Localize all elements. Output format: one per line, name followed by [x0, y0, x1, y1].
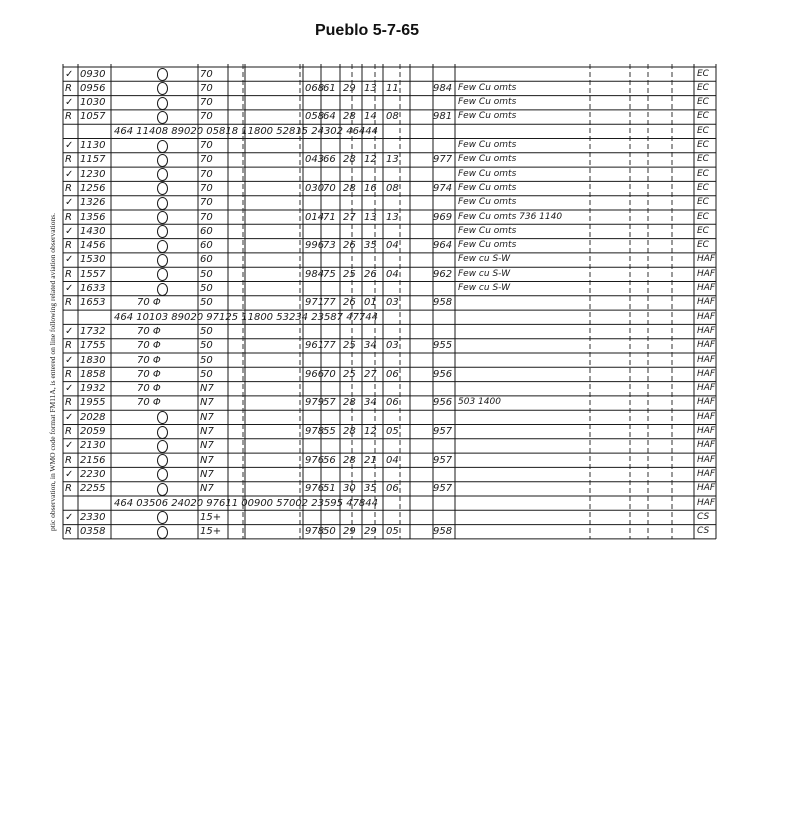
- visibility: N7: [200, 468, 214, 480]
- dew-point: 28: [343, 111, 356, 123]
- obs-type: ✓: [65, 225, 74, 237]
- obs-type: R: [65, 297, 72, 309]
- observer-initials: HAF: [697, 297, 716, 308]
- obs-type: R: [65, 111, 72, 123]
- temperature: 73: [323, 240, 336, 252]
- obs-time: 1732: [80, 325, 106, 337]
- observer-initials: EC: [697, 211, 709, 222]
- clear-sky-symbol: [157, 68, 168, 81]
- remarks: Few Cu omts: [458, 97, 517, 108]
- dew-point: 26: [343, 240, 356, 252]
- remarks: Few Cu omts: [458, 225, 517, 236]
- wind-speed: 04: [386, 240, 399, 252]
- wind-speed: 03: [386, 297, 399, 309]
- dew-point: 27: [343, 211, 356, 223]
- observer-initials: HAF: [697, 254, 716, 265]
- obs-type: R: [65, 426, 72, 437]
- temperature: 70: [323, 368, 336, 380]
- clear-sky-symbol: [157, 240, 168, 253]
- altimeter: 957: [433, 426, 453, 437]
- dew-point: 29: [343, 526, 356, 538]
- wind-speed: 05: [386, 426, 399, 437]
- observer-initials: EC: [697, 240, 709, 251]
- visibility: N7: [200, 411, 214, 423]
- clear-sky-symbol: [157, 97, 168, 110]
- observer-initials: HAF: [697, 483, 716, 494]
- dew-point: 30: [343, 483, 356, 495]
- obs-time: 1326: [80, 197, 106, 209]
- wind-direction: 35: [364, 483, 377, 495]
- clear-sky-symbol: [157, 440, 168, 453]
- temperature: 64: [323, 111, 336, 123]
- visibility: 70: [200, 140, 213, 151]
- wind-direction: 01: [364, 297, 377, 309]
- visibility: 60: [200, 240, 213, 252]
- observer-initials: EC: [697, 82, 709, 93]
- observer-initials: HAF: [697, 311, 716, 322]
- sea-level-pressure: 979: [305, 397, 325, 409]
- remarks: Few cu S-W: [458, 283, 511, 293]
- observer-initials: EC: [697, 197, 709, 208]
- wind-speed: 08: [386, 111, 399, 123]
- obs-type: ✓: [65, 411, 74, 423]
- clear-sky-symbol: [157, 454, 168, 467]
- observer-initials: CS: [697, 526, 710, 537]
- visibility: N7: [200, 426, 214, 437]
- synoptic-code: 464 11408 89020 05818 11800 52815 24302 46444: [114, 125, 379, 137]
- remarks: Few Cu omts: [458, 182, 517, 193]
- temperature: 77: [323, 297, 336, 309]
- temperature: 77: [323, 340, 336, 352]
- wind-direction: 34: [364, 397, 377, 409]
- wind-speed: 03: [386, 340, 399, 352]
- margin-note: ptic observation, in WMO code format FM11A, is entered on line following related aviation observations.: [48, 212, 57, 531]
- sea-level-pressure: 976: [305, 454, 325, 466]
- temperature: 51: [323, 483, 336, 495]
- wind-direction: 26: [364, 268, 377, 280]
- altimeter: 955: [433, 340, 453, 352]
- sky-condition: 70 Φ: [137, 397, 161, 409]
- sky-condition: 70 Φ: [137, 340, 161, 352]
- altimeter: 977: [433, 154, 453, 166]
- sea-level-pressure: 996: [305, 240, 325, 252]
- dew-point: 28: [343, 397, 356, 409]
- clear-sky-symbol: [157, 154, 168, 167]
- wind-speed: 06: [386, 397, 399, 409]
- temperature: 50: [323, 526, 336, 538]
- clear-sky-symbol: [157, 140, 168, 153]
- visibility: 50: [200, 268, 213, 280]
- obs-type: ✓: [65, 440, 74, 452]
- observer-initials: EC: [697, 125, 709, 136]
- visibility: 50: [200, 283, 213, 294]
- dew-point: 29: [343, 82, 356, 94]
- observer-initials: HAF: [697, 354, 716, 365]
- observer-initials: EC: [697, 111, 709, 122]
- clear-sky-symbol: [157, 483, 168, 496]
- obs-time: 1456: [80, 240, 106, 252]
- remarks: Few Cu omts: [458, 82, 517, 93]
- wind-direction: 16: [364, 182, 377, 194]
- observer-initials: HAF: [697, 397, 716, 408]
- obs-time: 1858: [80, 368, 106, 380]
- temperature: 75: [323, 268, 336, 280]
- visibility: 60: [200, 225, 213, 237]
- dew-point: 25: [343, 268, 356, 280]
- observer-initials: HAF: [697, 340, 716, 351]
- remarks: Few cu S-W: [458, 254, 511, 265]
- wind-direction: 14: [364, 111, 377, 123]
- observer-initials: EC: [697, 140, 709, 150]
- dew-point: 25: [343, 368, 356, 380]
- visibility: 70: [200, 111, 213, 123]
- wind-direction: 21: [364, 454, 377, 466]
- wind-direction: 29: [364, 526, 377, 538]
- altimeter: 956: [433, 397, 453, 409]
- observer-initials: EC: [697, 182, 709, 193]
- visibility: 50: [200, 354, 213, 366]
- sea-level-pressure: 058: [305, 111, 325, 123]
- observer-initials: HAF: [697, 325, 716, 336]
- remarks: Few Cu omts: [458, 240, 517, 251]
- remarks: Few Cu omts: [458, 197, 517, 208]
- obs-type: R: [65, 340, 72, 352]
- obs-type: R: [65, 82, 72, 94]
- altimeter: 956: [433, 368, 453, 380]
- clear-sky-symbol: [157, 111, 168, 124]
- observer-initials: HAF: [697, 383, 716, 394]
- sea-level-pressure: 043: [305, 154, 325, 166]
- sea-level-pressure: 014: [305, 211, 325, 223]
- obs-type: R: [65, 268, 72, 280]
- observer-initials: HAF: [697, 426, 716, 436]
- clear-sky-symbol: [157, 197, 168, 210]
- obs-type: R: [65, 182, 72, 194]
- remarks: Few Cu omts: [458, 168, 517, 179]
- altimeter: 969: [433, 211, 453, 223]
- obs-time: 1356: [80, 211, 106, 223]
- obs-time: 2028: [80, 411, 106, 423]
- obs-type: R: [65, 397, 72, 409]
- obs-type: ✓: [65, 511, 74, 523]
- altimeter: 962: [433, 268, 453, 280]
- sky-condition: 70 Φ: [137, 354, 161, 366]
- dew-point: 28: [343, 182, 356, 194]
- wind-direction: 27: [364, 368, 377, 380]
- wind-speed: 11: [386, 82, 399, 94]
- remarks: Few Cu omts 736 1140: [458, 211, 563, 222]
- observer-initials: HAF: [697, 283, 716, 293]
- visibility: 70: [200, 197, 213, 209]
- visibility: 70: [200, 97, 213, 109]
- obs-time: 1830: [80, 354, 106, 366]
- obs-type: ✓: [65, 254, 74, 266]
- obs-time: 2059: [80, 426, 106, 437]
- obs-time: 1932: [80, 383, 106, 395]
- remarks: Few Cu omts: [458, 140, 517, 150]
- sea-level-pressure: 976: [305, 483, 325, 495]
- wind-direction: 13: [364, 211, 377, 223]
- clear-sky-symbol: [157, 254, 168, 267]
- wind-speed: 13: [386, 211, 399, 223]
- obs-time: 1030: [80, 97, 106, 109]
- wind-direction: 12: [364, 426, 377, 437]
- remarks: 503 1400: [458, 397, 501, 408]
- visibility: 70: [200, 211, 213, 223]
- obs-type: ✓: [65, 168, 74, 180]
- observer-initials: HAF: [697, 454, 716, 465]
- clear-sky-symbol: [157, 526, 168, 539]
- observer-initials: EC: [697, 68, 709, 79]
- remarks: Few Cu omts: [458, 154, 517, 165]
- temperature: 57: [323, 397, 336, 409]
- altimeter: 984: [433, 82, 453, 94]
- dew-point: 28: [343, 154, 356, 166]
- visibility: 50: [200, 325, 213, 337]
- visibility: 70: [200, 82, 213, 94]
- wind-speed: 04: [386, 268, 399, 280]
- visibility: 70: [200, 68, 213, 80]
- obs-time: 1157: [80, 154, 106, 166]
- visibility: 15+: [200, 511, 222, 523]
- dew-point: 25: [343, 340, 356, 352]
- wind-speed: 06: [386, 368, 399, 380]
- visibility: N7: [200, 483, 214, 495]
- obs-time: 2330: [80, 511, 106, 523]
- obs-type: R: [65, 154, 72, 166]
- obs-type: R: [65, 368, 72, 380]
- wind-direction: 13: [364, 82, 377, 94]
- obs-time: 1430: [80, 225, 106, 237]
- wind-direction: 34: [364, 340, 377, 352]
- altimeter: 964: [433, 240, 453, 252]
- synoptic-code: 464 10103 89020 97125 11800 53234 23587 47744: [114, 311, 379, 323]
- visibility: 70: [200, 168, 213, 180]
- observer-initials: CS: [697, 511, 710, 522]
- remarks: Few Cu omts: [458, 111, 517, 122]
- obs-time: 1530: [80, 254, 106, 266]
- temperature: 66: [323, 154, 336, 166]
- obs-type: ✓: [65, 325, 74, 337]
- temperature: 61: [323, 82, 336, 94]
- remarks: Few cu S-W: [458, 268, 511, 279]
- obs-type: R: [65, 526, 72, 538]
- wind-speed: 13: [386, 154, 399, 166]
- visibility: 50: [200, 340, 213, 352]
- sea-level-pressure: 961: [305, 340, 325, 352]
- sea-level-pressure: 971: [305, 297, 325, 309]
- visibility: 50: [200, 297, 213, 309]
- wind-speed: 05: [386, 526, 399, 538]
- altimeter: 981: [433, 111, 453, 123]
- obs-time: 0358: [80, 526, 106, 538]
- sea-level-pressure: 068: [305, 82, 325, 94]
- wind-speed: 06: [386, 483, 399, 495]
- visibility: N7: [200, 454, 214, 466]
- obs-time: 1557: [80, 268, 106, 280]
- clear-sky-symbol: [157, 283, 168, 296]
- obs-time: 0956: [80, 82, 106, 94]
- sky-condition: 70 Φ: [137, 325, 161, 337]
- observer-initials: EC: [697, 97, 709, 108]
- obs-type: ✓: [65, 468, 74, 480]
- observer-initials: EC: [697, 154, 709, 165]
- observer-initials: HAF: [697, 497, 716, 508]
- obs-type: ✓: [65, 354, 74, 366]
- obs-time: 2255: [80, 483, 106, 495]
- sea-level-pressure: 984: [305, 268, 325, 280]
- obs-time: 2156: [80, 454, 106, 466]
- altimeter: 958: [433, 297, 453, 309]
- observer-initials: EC: [697, 168, 709, 179]
- dew-point: 28: [343, 454, 356, 466]
- sky-condition: 70 Φ: [137, 297, 161, 309]
- altimeter: 958: [433, 526, 453, 538]
- observer-initials: HAF: [697, 440, 716, 451]
- obs-type: R: [65, 454, 72, 466]
- obs-type: R: [65, 211, 72, 223]
- wind-speed: 04: [386, 454, 399, 466]
- observer-initials: HAF: [697, 368, 716, 379]
- obs-time: 2130: [80, 440, 106, 452]
- page-title: Pueblo 5-7-65: [314, 22, 420, 39]
- visibility: 60: [200, 254, 213, 266]
- temperature: 71: [323, 211, 336, 223]
- obs-type: ✓: [65, 283, 74, 294]
- obs-time: 1653: [80, 297, 106, 309]
- dew-point: 26: [343, 297, 356, 309]
- sky-condition: 70 Φ: [137, 383, 161, 395]
- obs-type: R: [65, 240, 72, 252]
- dew-point: 28: [343, 426, 356, 437]
- obs-type: ✓: [65, 383, 74, 395]
- visibility: 70: [200, 154, 213, 166]
- obs-time: 1955: [80, 397, 106, 409]
- visibility: N7: [200, 383, 214, 395]
- sea-level-pressure: 978: [305, 526, 325, 538]
- visibility: 70: [200, 182, 213, 194]
- obs-type: R: [65, 483, 72, 495]
- temperature: 70: [323, 182, 336, 194]
- observer-initials: HAF: [697, 468, 716, 479]
- obs-time: 1057: [80, 111, 106, 123]
- obs-type: ✓: [65, 140, 74, 151]
- temperature: 55: [323, 426, 336, 437]
- obs-time: 1130: [80, 140, 106, 151]
- visibility: 15+: [200, 526, 222, 538]
- obs-time: 1256: [80, 182, 106, 194]
- obs-type: ✓: [65, 68, 74, 80]
- visibility: 50: [200, 368, 213, 380]
- synoptic-code: 464 03506 24020 97611 00900 57002 23595 47844: [114, 497, 379, 509]
- sea-level-pressure: 030: [305, 182, 325, 194]
- altimeter: 974: [433, 182, 453, 194]
- obs-time: 2230: [80, 468, 106, 480]
- obs-time: 1230: [80, 168, 106, 180]
- wind-direction: 35: [364, 240, 377, 252]
- wind-speed: 08: [386, 182, 399, 194]
- visibility: N7: [200, 440, 214, 452]
- obs-type: ✓: [65, 97, 74, 109]
- wind-direction: 12: [364, 154, 377, 166]
- obs-time: 0930: [80, 68, 106, 80]
- altimeter: 957: [433, 454, 453, 466]
- clear-sky-symbol: [157, 168, 168, 181]
- clear-sky-symbol: [157, 211, 168, 224]
- sky-condition: 70 Φ: [137, 368, 161, 380]
- visibility: N7: [200, 397, 214, 409]
- obs-time: 1633: [80, 283, 106, 294]
- temperature: 56: [323, 454, 336, 466]
- altimeter: 957: [433, 483, 453, 495]
- sea-level-pressure: 978: [305, 426, 325, 437]
- observer-initials: HAF: [697, 268, 716, 279]
- observer-initials: HAF: [697, 411, 716, 422]
- clear-sky-symbol: [157, 426, 168, 439]
- obs-type: ✓: [65, 197, 74, 209]
- sea-level-pressure: 966: [305, 368, 325, 380]
- observer-initials: EC: [697, 225, 709, 236]
- obs-time: 1755: [80, 340, 106, 352]
